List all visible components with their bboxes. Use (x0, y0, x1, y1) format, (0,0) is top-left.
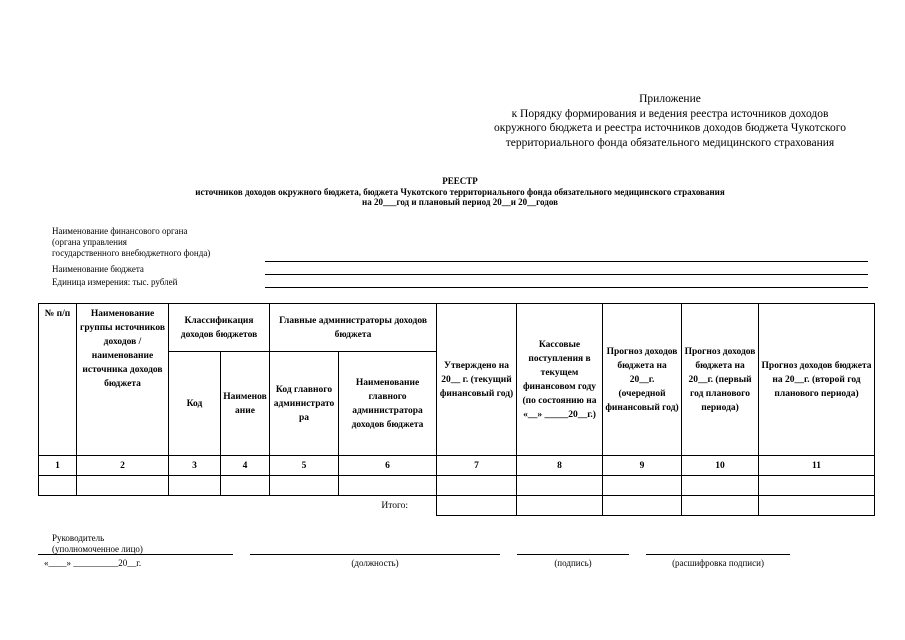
col-number: 2 (77, 456, 169, 476)
total-cell[interactable] (759, 496, 875, 516)
head-label-2: (уполномоченное лицо) (52, 544, 143, 554)
col-number: 6 (339, 456, 437, 476)
table-cell[interactable] (339, 476, 437, 496)
appendix-line-3: окружного бюджета и реестра источников доходов бюджета Чукотского (494, 122, 846, 134)
col-number: 4 (221, 456, 270, 476)
header-forecast-first-plan-year: Прогноз доходов бюджета на 20__г. (первый год планового периода) (682, 304, 759, 456)
header-admin-code: Код главного администратора (270, 352, 339, 456)
decoding-line (646, 554, 790, 555)
head-signature-line (38, 554, 233, 555)
registry-table (38, 303, 875, 516)
head-label-1: Руководитель (52, 533, 105, 543)
head-label (52, 533, 143, 555)
table-cell[interactable] (270, 476, 339, 496)
table-cell[interactable] (517, 476, 603, 496)
header-forecast-next-year: Прогноз доходов бюджета на 20__г. (очередной финансовый год) (603, 304, 682, 456)
header-num: № п/п (39, 304, 77, 456)
table-cell[interactable] (169, 476, 221, 496)
table-cell[interactable] (682, 476, 759, 496)
total-cell[interactable] (682, 496, 759, 516)
fin-organ-label-1: Наименование финансового органа (52, 226, 188, 236)
table-cell[interactable] (77, 476, 169, 496)
total-label: Итого: (381, 500, 409, 511)
fin-organ-field-line (265, 261, 868, 262)
fin-organ-label-3: государственного внебюджетного фонда) (52, 248, 211, 258)
table-cell[interactable] (39, 476, 77, 496)
header-source-group: Наименование группы источников доходов / наименование источника доходов бюджета (77, 304, 169, 456)
unit-label: Единица измерения: тыс. рублей (52, 277, 178, 287)
col-number: 7 (437, 456, 517, 476)
fin-organ-label-2: (органа управления (52, 237, 127, 247)
table-cell[interactable] (221, 476, 270, 496)
header-approved: Утверждено на 20__ г. (текущий финансовый год) (437, 304, 517, 456)
appendix-line-1: Приложение (639, 93, 701, 105)
col-number: 8 (517, 456, 603, 476)
col-number: 9 (603, 456, 682, 476)
col-number: 11 (759, 456, 875, 476)
document-title (100, 176, 820, 208)
table-cell[interactable] (437, 476, 517, 496)
position-caption: (должность) (351, 558, 399, 568)
signature-line (517, 554, 629, 555)
title-line-2: источников доходов окружного бюджета, бюджета Чукотского территориального фонда обязательного медицинского страхования (195, 186, 725, 197)
col-number: 1 (39, 456, 77, 476)
table-cell[interactable] (759, 476, 875, 496)
budget-name-field-line (265, 274, 868, 275)
table-cell[interactable] (603, 476, 682, 496)
col-number: 3 (169, 456, 221, 476)
title-line-1: РЕЕСТР (442, 176, 478, 186)
unit-field-line (265, 287, 868, 288)
total-cell[interactable] (603, 496, 682, 516)
signature-caption: (подпись) (554, 558, 592, 568)
header-code: Код (169, 352, 221, 456)
header-classification: Классификация доходов бюджетов (169, 304, 270, 352)
fin-organ-label (52, 226, 210, 259)
header-forecast-second-plan-year: Прогноз доходов бюджета на 20__г. (второй год планового периода) (759, 304, 875, 456)
appendix-block (430, 92, 905, 150)
total-cell[interactable] (517, 496, 603, 516)
decoding-caption: (расшифровка подписи) (672, 558, 764, 568)
header-admin-name: Наименование главного администратора доходов бюджета (339, 352, 437, 456)
header-cash-receipts: Кассовые поступления в текущем финансовом году (по состоянию на «__» _____20__г.) (517, 304, 603, 456)
date-field: «____» __________20__г. (44, 558, 142, 568)
col-number: 5 (270, 456, 339, 476)
header-main-admins: Главные администраторы доходов бюджета (270, 304, 437, 352)
total-cell[interactable] (437, 496, 517, 516)
data-row-empty (39, 476, 875, 496)
appendix-line-4: территориального фонда обязательного медицинского страхования (505, 136, 835, 149)
title-line-3: на 20___год и плановый период 20__и 20__годов (362, 197, 558, 207)
total-row (39, 496, 875, 516)
appendix-line-2: к Порядку формирования и ведения реестра источников доходов (511, 107, 829, 120)
position-line (250, 554, 500, 555)
budget-name-label: Наименование бюджета (52, 264, 144, 274)
col-number: 10 (682, 456, 759, 476)
header-name: Наименование (221, 352, 270, 456)
